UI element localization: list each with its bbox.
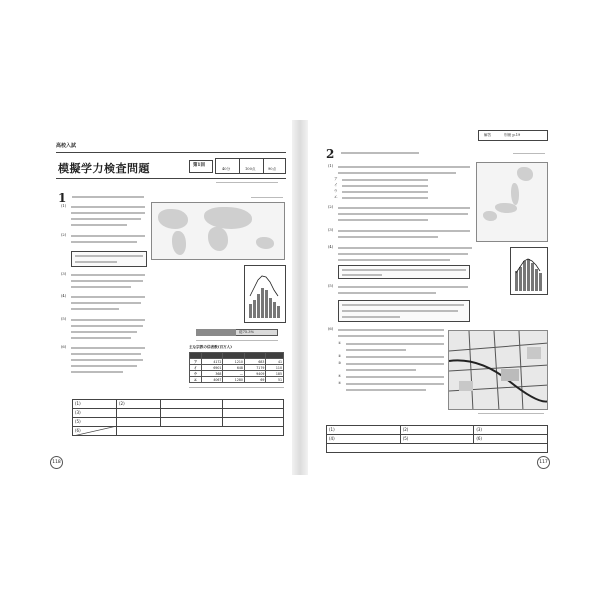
right-page: 解答 別冊 p.19 2 (1) ア イ ウ エ (2) (3) (4) (5) (6) ① ② ③ ④ ⑤ (1) (2) (3) (4) (5) (6) 117 [308, 120, 554, 475]
answer-ref: 別冊 p.19 [504, 133, 521, 137]
table-row: エ 4067 1280 69 51 [190, 377, 284, 383]
answer-cell[interactable] [222, 418, 284, 427]
religion-table [189, 352, 284, 383]
answer-cell[interactable]: (2) [400, 426, 474, 435]
answer-cell[interactable] [117, 418, 161, 427]
question-number-2: 2 [326, 147, 335, 161]
answer-cell[interactable]: (2) [117, 400, 161, 409]
answer-cell[interactable]: (3) [73, 409, 117, 418]
table-row: ウ 368 — 9409 185 [190, 371, 284, 377]
answer-cell[interactable] [222, 409, 284, 418]
answer-cell[interactable] [161, 418, 223, 427]
round-label: 第1回 [193, 163, 205, 168]
answer-cell[interactable] [117, 409, 161, 418]
answer-diagonal [73, 426, 117, 436]
share-bar-fill [196, 329, 236, 336]
table-title: 主な宗教の信者数(百万人) [189, 345, 232, 349]
q5-mark: (5) [328, 284, 334, 288]
q1-mark: (1) [61, 204, 67, 208]
answer-grid-2 [326, 425, 548, 453]
q3-mark: (3) [328, 228, 334, 232]
page-number-left: 118 [50, 456, 63, 469]
full-score: 100点 [245, 167, 256, 171]
note-box-2 [338, 265, 470, 279]
q4-mark: (4) [61, 294, 67, 298]
answer-cell[interactable]: (1) [73, 400, 117, 409]
header-rule [56, 152, 286, 153]
q6-mark: (6) [328, 327, 334, 331]
share-bar-label: 総75.3% [239, 330, 255, 334]
answer-cell[interactable]: (6) [73, 427, 117, 436]
page-number-right: 117 [537, 456, 550, 469]
answer-cell[interactable]: (6) [474, 435, 548, 444]
answer-cell[interactable]: (3) [474, 426, 548, 435]
answer-cell[interactable]: (1) [327, 426, 401, 435]
answer-label: 解答 [484, 133, 492, 137]
answer-cell[interactable]: (4) [327, 435, 401, 444]
answer-cell[interactable] [161, 400, 223, 409]
exam-title: 模擬学力検査問題 [58, 162, 150, 175]
question-number: 1 [58, 191, 67, 205]
answer-cell[interactable]: (5) [400, 435, 474, 444]
q5-mark: (5) [61, 317, 67, 321]
q1-mark: (1) [328, 164, 334, 168]
topographic-map [448, 330, 548, 410]
table-row: イ 6901 648 7179 110 [190, 365, 284, 371]
q3-mark: (3) [61, 272, 67, 276]
q2-mark: (2) [328, 205, 334, 209]
answer-cell[interactable] [117, 427, 284, 436]
q6-mark: (6) [61, 345, 67, 349]
pass-score: 90点 [268, 167, 277, 171]
note-box [71, 251, 147, 267]
textbook-spread [46, 120, 554, 475]
answer-cell[interactable]: (5) [73, 418, 117, 427]
climate-graph-2 [511, 251, 547, 293]
left-page [46, 120, 292, 475]
answer-cell[interactable] [161, 409, 223, 418]
q2-mark: (2) [61, 233, 67, 237]
answer-cell[interactable] [327, 444, 548, 453]
japan-map [476, 162, 548, 242]
answer-cell[interactable] [222, 400, 284, 409]
time-limit: 40分 [222, 167, 231, 171]
table-row: ア 4172 1210 683 41 [190, 359, 284, 365]
book-gutter [292, 120, 308, 475]
running-head: 高校入試 [56, 143, 77, 149]
climate-graph [245, 270, 285, 322]
q4-mark: (4) [328, 245, 334, 249]
world-map [151, 202, 285, 260]
score-box [215, 158, 286, 174]
